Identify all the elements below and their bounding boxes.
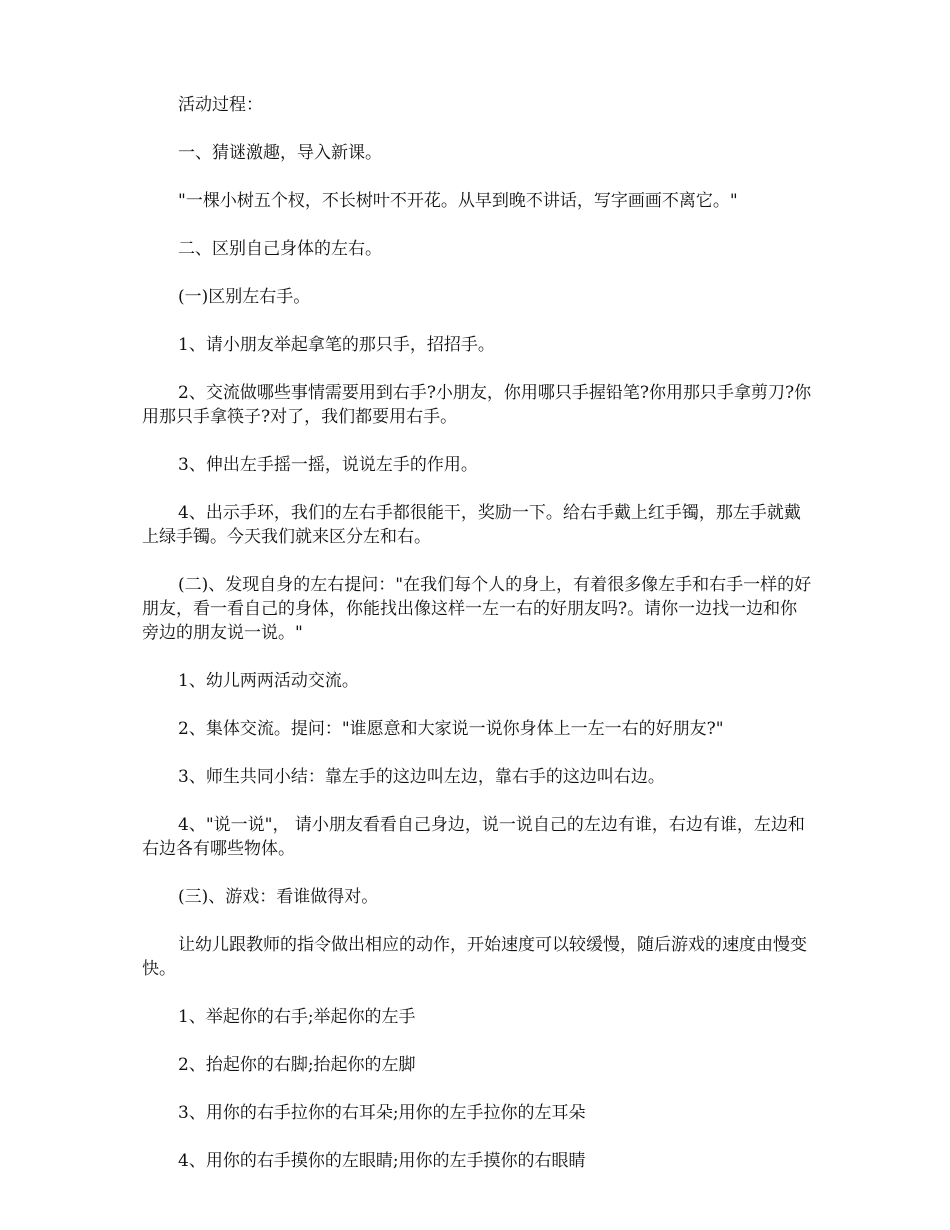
paragraph-step: 4、"说一说"， 请小朋友看看自己身边，说一说自己的左边有谁，右边有谁，左边和右边各有哪些物体。: [142, 815, 805, 859]
paragraph-step: 3、师生共同小结：靠左手的这边叫左边，靠右手的这边叫右边。: [178, 767, 665, 787]
paragraph-activity-process: 活动过程：: [178, 95, 263, 115]
paragraph-step: 4、出示手环，我们的左右手都很能干，奖励一下。给右手戴上红手镯，那左手就戴上绿手镯。今天我们就来区分左和右。: [142, 503, 801, 547]
paragraph-step: 1、请小朋友举起拿笔的那只手，招招手。: [178, 335, 495, 355]
paragraph-step: 2、交流做哪些事情需要用到右手?小朋友，你用哪只手握铅笔?你用那只手拿剪刀?你用那只手拿筷子?对了，我们都要用右手。: [142, 383, 812, 427]
paragraph-step: 3、伸出左手摇一摇，说说左手的作用。: [178, 455, 478, 475]
paragraph-subsection-hands: (一)区别左右手。: [178, 287, 311, 307]
paragraph-subsection-body: (二)、发现自身的左右提问："在我们每个人的身上，有着很多像左手和右手一样的好朋友，看一看自己的身体，你能找出像这样一左一右的好朋友吗?。请你一边找一边和你旁边的朋友说一说。": [142, 575, 812, 643]
document-body: [142, 93, 814, 1197]
paragraph-game-instructions: 让幼儿跟教师的指令做出相应的动作，开始速度可以较缓慢，随后游戏的速度由慢变快。: [142, 935, 807, 979]
paragraph-game-step: 2、抬起你的右脚;抬起你的左脚: [178, 1055, 416, 1075]
paragraph-game-step: 1、举起你的右手;举起你的左手: [178, 1007, 416, 1027]
paragraph-section-two: 二、区别自己身体的左右。: [178, 239, 382, 259]
paragraph-riddle: "一棵小树五个杈，不长树叶不开花。从早到晚不讲话，写字画画不离它。": [178, 191, 738, 211]
paragraph-subsection-game: (三)、游戏：看谁做得对。: [178, 887, 379, 907]
paragraph-game-step: 4、用你的右手摸你的左眼睛;用你的左手摸你的右眼睛: [178, 1151, 586, 1171]
paragraph-step: 1、幼儿两两活动交流。: [178, 671, 359, 691]
paragraph-game-step: 3、用你的右手拉你的右耳朵;用你的左手拉你的左耳朵: [178, 1103, 586, 1123]
paragraph-section-one: 一、猜谜激趣，导入新课。: [178, 143, 382, 163]
paragraph-step: 2、集体交流。提问："谁愿意和大家说一说你身体上一左一右的好朋友?": [178, 719, 724, 739]
